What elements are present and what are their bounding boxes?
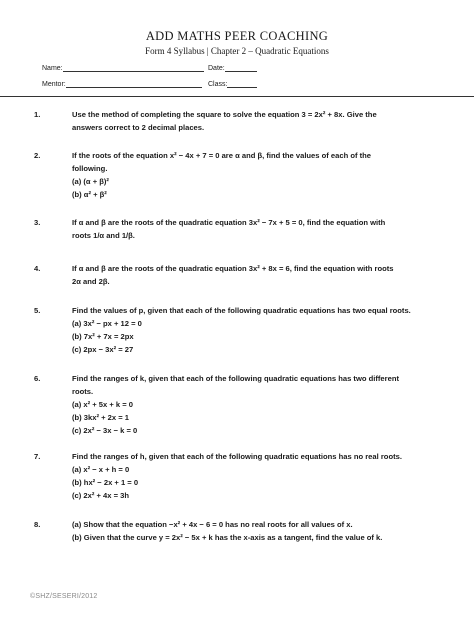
question-number: 3. (34, 218, 41, 227)
question-line: Find the values of p, given that each of the following quadratic equations has two equal roots. (72, 306, 411, 315)
question-part-b: (b) Given that the curve y = 2x² − 5x + k has the x-axis as a tangent, find the value of k. (72, 533, 383, 542)
question-line: If α and β are the roots of the quadratic equation 3x² + 8x = 6, find the equation with roots (72, 264, 394, 273)
question-line: Find the ranges of h, given that each of the following quadratic equations has no real roots. (72, 452, 402, 461)
question-part-c: (c) 2px − 3x² = 27 (72, 345, 134, 354)
question-text (72, 304, 444, 356)
class-field[interactable] (208, 79, 257, 88)
question-line: If α and β are the roots of the quadratic equation 3x² − 7x + 5 = 0, find the equation with (72, 218, 386, 227)
question-line: 2α and 2β. (72, 277, 110, 286)
question-part-a: (a) (α + β)² (72, 177, 109, 186)
name-field[interactable] (42, 63, 204, 72)
mentor-line (66, 79, 202, 88)
date-field[interactable] (208, 63, 257, 72)
question-part-a: (a) x² − x + h = 0 (72, 465, 130, 474)
question-text (72, 149, 444, 201)
date-label: Date: (208, 65, 225, 72)
question-text (72, 372, 444, 437)
question-text (72, 108, 444, 134)
question-part-b: (b) α² + β² (72, 190, 107, 199)
date-line (225, 63, 257, 72)
question-line: answers correct to 2 decimal places. (72, 123, 205, 132)
question-number: 6. (34, 374, 41, 383)
question-part-b: (b) hx² − 2x + 1 = 0 (72, 478, 139, 487)
question-part-b: (b) 3kx² + 2x = 1 (72, 413, 129, 422)
question-line: Find the ranges of k, given that each of the following quadratic equations has two different (72, 374, 399, 383)
name-label: Name: (42, 65, 63, 72)
question-part-a: (a) 3x² − px + 12 = 0 (72, 319, 142, 328)
question-text (72, 450, 444, 502)
question-line: roots 1/α and 1/β. (72, 231, 135, 240)
question-text (72, 216, 444, 242)
question-number: 5. (34, 306, 41, 315)
question-number: 7. (34, 452, 41, 461)
mentor-label: Mentor: (42, 81, 66, 88)
class-label: Class: (208, 81, 228, 88)
question-number: 1. (34, 110, 41, 119)
question-text (72, 518, 444, 544)
question-line: Use the method of completing the square to solve the equation 3 = 2x² + 8x. Give the (72, 110, 377, 119)
question-line: If the roots of the equation x² − 4x + 7 = 0 are α and β, find the values of each of the (72, 151, 371, 160)
question-line: roots. (72, 387, 94, 396)
mentor-field[interactable] (42, 79, 202, 88)
question-part-c: (c) 2x² − 3x − k = 0 (72, 426, 138, 435)
class-line (227, 79, 257, 88)
question-part-a: (a) x² + 5x + k = 0 (72, 400, 133, 409)
question-number: 8. (34, 520, 41, 529)
page-subtitle: Form 4 Syllabus | Chapter 2 – Quadratic Equations (145, 46, 329, 56)
copyright-footer: ©SHZ/SESERI/2012 (30, 593, 98, 600)
name-line (63, 63, 204, 72)
question-part-a: (a) Show that the equation −x² + 4x − 6 = 0 has no real roots for all values of x. (72, 520, 353, 529)
question-part-b: (b) 7x² + 7x = 2px (72, 332, 134, 341)
header-divider (0, 96, 474, 97)
question-number: 4. (34, 264, 41, 273)
page-title: ADD MATHS PEER COACHING (145, 29, 329, 43)
question-line: following. (72, 164, 108, 173)
question-number: 2. (34, 151, 41, 160)
question-part-c: (c) 2x² + 4x = 3h (72, 491, 129, 500)
question-text (72, 262, 444, 288)
